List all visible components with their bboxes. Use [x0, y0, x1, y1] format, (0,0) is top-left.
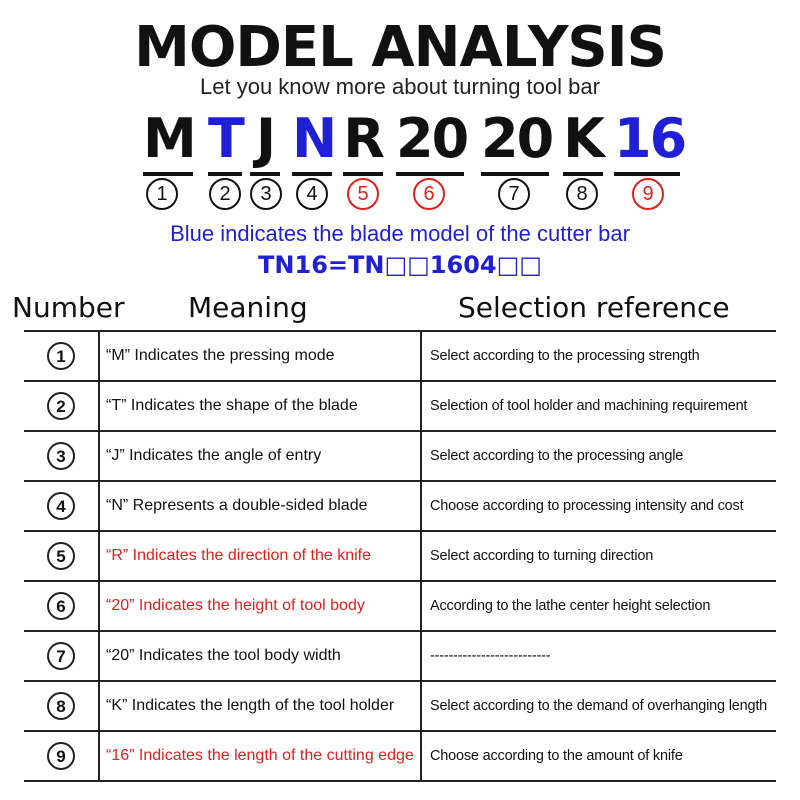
table-row — [24, 431, 776, 481]
row-number: 9 — [47, 742, 75, 770]
code-number-2: 2 — [209, 178, 241, 210]
row-meaning: “M” Indicates the pressing mode — [99, 331, 421, 381]
code-number-9: 9 — [632, 178, 664, 210]
row-meaning: “R” Indicates the direction of the knife — [99, 531, 421, 581]
table-row — [24, 381, 776, 431]
row-meaning: “N” Represents a double-sided blade — [99, 481, 421, 531]
code-number-6: 6 — [413, 178, 445, 210]
row-meaning: “20” Indicates the tool body width — [99, 631, 421, 681]
table-row — [24, 531, 776, 581]
code-segment-1: M — [143, 110, 193, 176]
page-subtitle: Let you know more about turning tool bar — [200, 74, 600, 99]
row-selection: Choose according to the amount of knife — [421, 731, 776, 781]
table-row — [24, 331, 776, 381]
spec-table — [24, 330, 776, 782]
row-meaning: “20” Indicates the height of tool body — [99, 581, 421, 631]
row-selection: According to the lathe center height selection — [421, 581, 776, 631]
row-selection: -------------------------- — [421, 631, 776, 681]
row-number: 5 — [47, 542, 75, 570]
row-meaning: “K” Indicates the length of the tool holder — [99, 681, 421, 731]
header-number: Number — [12, 291, 125, 324]
table-row — [24, 481, 776, 531]
blade-formula: TN16=TN□□1604□□ — [258, 251, 542, 279]
row-selection: Selection of tool holder and machining requirement — [421, 381, 776, 431]
row-meaning: “16” Indicates the length of the cutting edge — [99, 731, 421, 781]
header-selection: Selection reference — [458, 291, 730, 324]
code-segment-8: K — [563, 110, 603, 176]
code-segment-4: N — [292, 110, 332, 176]
code-number-5: 5 — [347, 178, 379, 210]
row-selection: Select according to the processing strength — [421, 331, 776, 381]
table-row — [24, 681, 776, 731]
row-selection: Choose according to processing intensity and cost — [421, 481, 776, 531]
row-number: 2 — [47, 392, 75, 420]
table-row — [24, 631, 776, 681]
page-title: MODEL ANALYSIS — [134, 15, 666, 80]
row-meaning: “T” Indicates the shape of the blade — [99, 381, 421, 431]
table-row — [24, 731, 776, 781]
row-number: 1 — [47, 342, 75, 370]
code-number-7: 7 — [498, 178, 530, 210]
row-number: 8 — [47, 692, 75, 720]
header-meaning: Meaning — [188, 291, 308, 324]
row-number: 7 — [47, 642, 75, 670]
row-number: 4 — [47, 492, 75, 520]
code-number-1: 1 — [146, 178, 178, 210]
blue-note: Blue indicates the blade model of the cutter bar — [170, 221, 630, 246]
row-number: 6 — [47, 592, 75, 620]
code-number-8: 8 — [566, 178, 598, 210]
row-meaning: “J” Indicates the angle of entry — [99, 431, 421, 481]
code-number-3: 3 — [250, 178, 282, 210]
code-segment-3: J — [250, 110, 280, 176]
table-row — [24, 581, 776, 631]
code-segment-7: 20 — [481, 110, 549, 176]
code-segment-5: R — [343, 110, 383, 176]
code-segment-6: 20 — [396, 110, 464, 176]
row-selection: Select according to the processing angle — [421, 431, 776, 481]
code-number-4: 4 — [296, 178, 328, 210]
row-selection: Select according to the demand of overhanging length — [421, 681, 776, 731]
row-selection: Select according to turning direction — [421, 531, 776, 581]
model-code — [0, 107, 800, 230]
table-headers — [0, 290, 800, 330]
code-segment-2: T — [208, 110, 242, 176]
code-segment-9: 16 — [614, 110, 680, 176]
row-number: 3 — [47, 442, 75, 470]
